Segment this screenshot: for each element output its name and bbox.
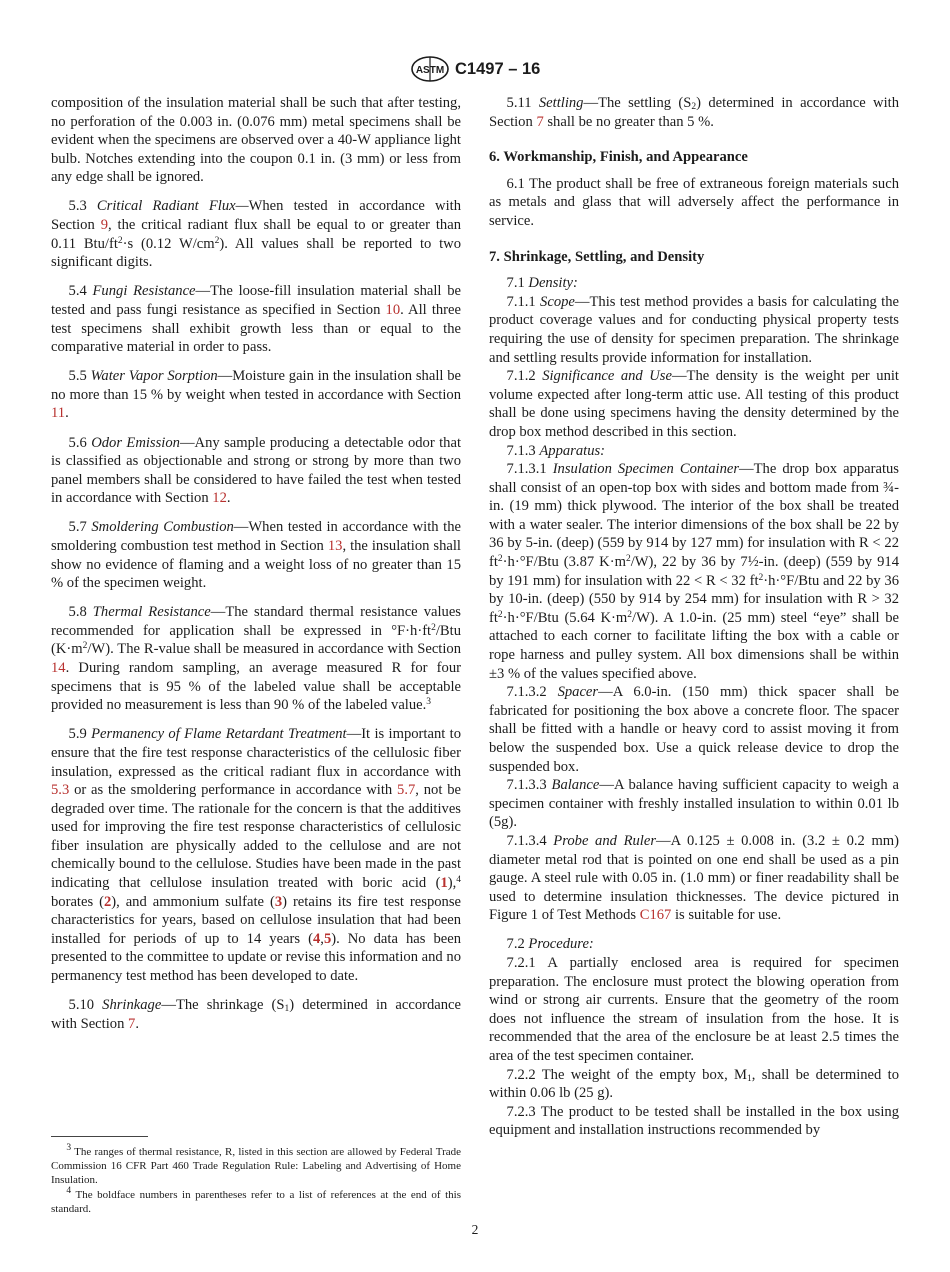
- paragraph: 5.11 Settling—The settling $(S_2)$ determined in accordance with Section 7 shall be no greater than 5 %.: [489, 95, 899, 130]
- spacer: [489, 925, 899, 936]
- spacer: [489, 231, 899, 248]
- paragraph: 5.10 Shrinkage—The shrinkage $(S_1)$ determined in accordance with Section 7.: [51, 997, 462, 1032]
- paragraph: 7.1.1 Scope—This test method provides a basis for calculating the product coverage values and for conducting physical property tests requiring the use of density for specimen preparation. The shrinkage and settling results provide information for installation.: [489, 293, 899, 366]
- footnote: $^3$ The ranges of thermal resistance, R, listed in this section are allowed by Federal Trade Commission 16 CFR Part 460 Trade Regulation Rule: Labeling and Advertising of Home Insulation.: [51, 1143, 461, 1186]
- spacer: [51, 715, 461, 726]
- standard-designation: C1497 – 16: [455, 60, 541, 78]
- astm-logo-icon: [410, 56, 450, 82]
- paragraph: 7.1.3.1 Insulation Specimen Container—The drop box apparatus shall consist of an open-top box with sides and bottom made from ¾-in. (19 mm) thick plywood. The interior of the box shall be treated with a water sealer. The interior dimensions of the box shall be 22 by 36 by 5-in. (deep) (559 by 914 by 127 mm) for insulation with R < 22 $ft^2\cdot h\cdot^\circ F$/Btu (3.87 $K\cdot m^2/W$), 22 by 36 by 7½-in. (deep) (559 by 914 by 191 mm) for insulation with 22 < R < 32 $ft^2\cdot h\cdot^\circ F$/Btu and 22 by 36 by 10-in. (deep) (550 by 914 by 254 mm) for insulation with R > 32 $ft^2\cdot h\cdot^\circ F$/Btu (5.64 $K\cdot m^2/W$). A 1.0-in. (25 mm) steel “eye” shall be attached to each corner to facilitate lifting the box with a cable or rope harness and pulley system. All box dimensions shall be within ±3 % of the values specified above.: [489, 461, 899, 682]
- paragraph: 5.3 Critical Radiant Flux—When tested in accordance with Section 9, the critical radiant flux shall be equal to or greater than 0.11 Btu/$ft^2\cdot s$ (0.12 $W/cm^2$). All values shall be reported to two significant digits.: [51, 198, 462, 271]
- spacer: [51, 187, 461, 198]
- paragraph: 7.1.2 Significance and Use—The density is the weight per unit volume expected after long-term attic use. All testing of this product shall be done using specimens having the density determined by the drop box method described in this section.: [489, 368, 899, 440]
- paragraph: 7.2.3 The product to be tested shall be installed in the box using equipment and installation instructions recommended by: [489, 1103, 899, 1139]
- footnote-rule: [51, 1136, 148, 1137]
- spacer: [489, 131, 899, 148]
- spacer: [51, 508, 461, 519]
- paragraph: 7.2.2 The weight of the empty box, $M_1$, shall be determined to within 0.06 lb (25 g).: [489, 1066, 899, 1102]
- spacer: [51, 357, 461, 368]
- paragraph: composition of the insulation material shall be such that after testing, no perforation of the 0.003 in. (0.076 mm) metal specimens shall be evident when the specimens are observed over a 40-W appliance light bulb. Notches extending into the coupon 0.1 in. (3 mm) or less from any edge shall be ignored.: [51, 95, 461, 186]
- left-column: [51, 94, 461, 1033]
- paragraph: 5.9 Permanency of Flame Retardant Treatment—It is important to ensure that the fire test response characteristics of the cellulosic fiber insulation, expressed as the critical radiant flux in accordance with 5.3 or as the smoldering performance in accordance with 5.7, not be degraded over time. The rationale for the concern is that the additives used for improving the fire test response characteristics of cellulosic fiber insulation are physically added to the cellulose and are not chemically bound to the cellulose. Studies have been made in the past indicating that cellulose insulation treated with boric acid (1),$^4$ borates (2), and ammonium sulfate (3) retains its fire test response characteristics for years, based on cellulose insulation that had been installed for periods of up to 14 years (4,5). No data has been presented to the committee to update or revise this information and no permanency test method has been developed to date.: [51, 726, 461, 985]
- spacer: [51, 272, 461, 283]
- spacer: [51, 986, 461, 997]
- paragraph: 5.8 Thermal Resistance—The standard thermal resistance values recommended for application shall be expressed in $^\circ F\cdot h\cdot ft^2$/Btu $(K\cdot m^2/W)$. The R-value shall be measured in accordance with Section 14. During random sampling, an average measured R for four specimens that is 95 % of the labeled value shall be acceptable provided no measurement is less than 90 % of the labeled value.$^3$: [51, 604, 461, 714]
- paragraph: 7.2 Procedure:: [506, 936, 594, 953]
- spacer: [489, 167, 899, 175]
- paragraph: 7.2.1 A partially enclosed area is required for specimen preparation. The enclosure must protect the blowing operation from wind or strong air currents. Ensure that the geometry of the room does not influence the stream of insulation from the hose. It is recommended that the area of the enclosure be at least 2.5 times the area of the test specimen container.: [489, 955, 899, 1064]
- paragraph: 7.1 Density:: [506, 275, 578, 292]
- spacer: [51, 593, 461, 604]
- section-heading: 7. Shrinkage, Settling, and Density: [489, 248, 705, 265]
- section-heading: 6. Workmanship, Finish, and Appearance: [489, 149, 748, 166]
- paragraph: 7.1.3.4 Probe and Ruler—A 0.125 ± 0.008 in. (3.2 ± 0.2 mm) diameter metal rod that is pointed on one end shall be used as a pin gauge. A steel rule with 0.05 in. (1.0 mm) or finer readability shall be used to determine insulation thicknesses. The device pictured in Figure 1 of Test Methods C167 is suitable for use.: [489, 832, 900, 924]
- footnotes: [51, 1145, 461, 1216]
- spacer: [489, 266, 899, 274]
- paragraph: 5.7 Smoldering Combustion—When tested in accordance with the smoldering combustion test method in Section 13, the insulation shall show no evidence of flaming and a weight loss of no greater than 15 % of the specimen weight.: [51, 519, 462, 592]
- paragraph: 7.1.3.2 Spacer—A 6.0-in. (150 mm) thick spacer shall be fabricated for positioning the box above a concrete floor. The spacer shall be fitted with a handle or heavy cord to assist moving it from below the suspended box. Use a quick release device to drop the suspended box.: [489, 684, 899, 775]
- paragraph: 5.5 Water Vapor Sorption—Moisture gain in the insulation shall be no more than 15 % by weight when tested in accordance with Section 11.: [51, 368, 462, 422]
- paragraph: 5.6 Odor Emission—Any sample producing a detectable odor that is classified as objectionable and strong or strong by more than two panel members shall be considered to have failed the test when tested in accordance with Section 12.: [51, 434, 462, 507]
- astm-logo-text: ASTM: [415, 65, 445, 76]
- footnote: $^4$ The boldface numbers in parentheses refer to a list of references at the end of this standard.: [51, 1186, 461, 1215]
- page-number: 2: [471, 1222, 479, 1237]
- right-column: [489, 94, 899, 1140]
- paragraph: 7.1.3 Apparatus:: [506, 442, 606, 459]
- paragraph: 5.4 Fungi Resistance—The loose-fill insulation material shall be tested and pass fungi resistance as specified in Section 10. All three test specimens shall exhibit growth less than or equal to the comparative material in order to pass.: [51, 283, 462, 356]
- paragraph: 6.1 The product shall be free of extraneous foreign materials such as metals and glass that will adversely affect the performance in service.: [489, 175, 899, 229]
- page-header: [0, 56, 950, 82]
- paragraph: 7.1.3.3 Balance—A balance having sufficient capacity to weigh a specimen container with freshly installed insulation to within 0.01 lb (5g).: [489, 777, 900, 831]
- spacer: [51, 423, 461, 434]
